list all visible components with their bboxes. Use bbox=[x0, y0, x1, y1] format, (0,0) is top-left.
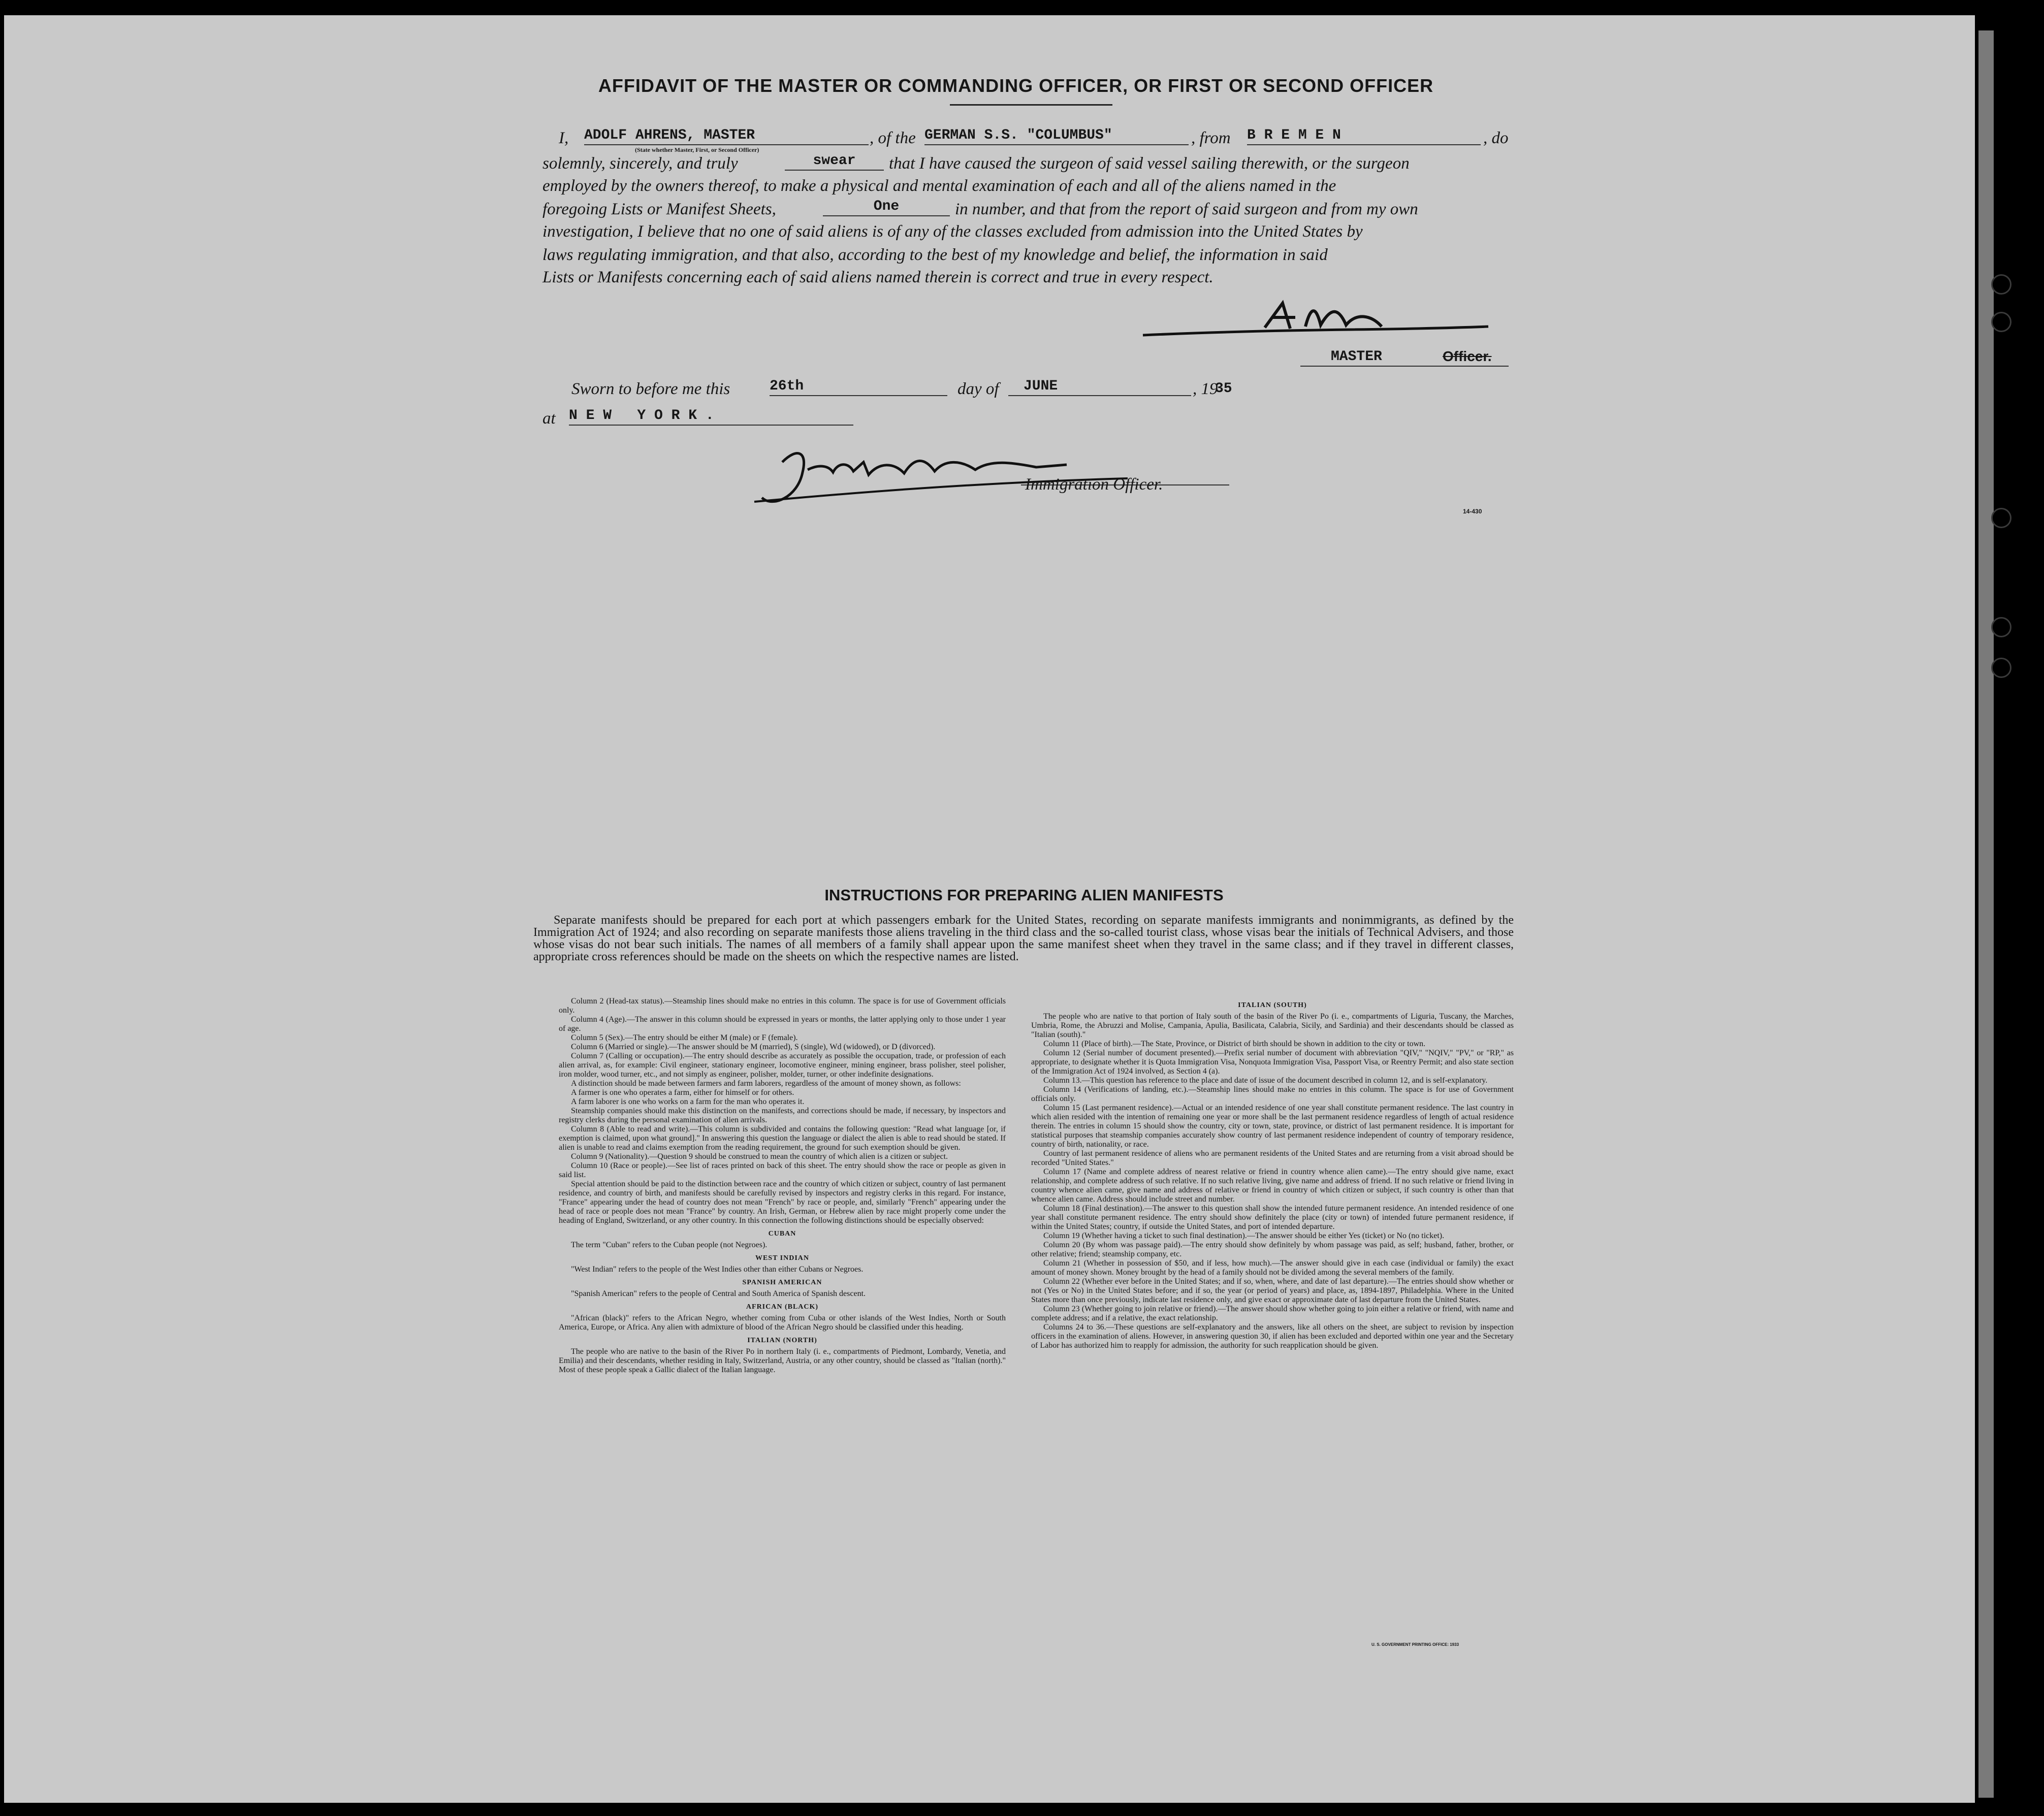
affidavit-line3: employed by the owners thereof, to make a physical and mental examination of each and all of the aliens named in the bbox=[542, 177, 1336, 195]
section-heading: CUBAN bbox=[768, 1230, 796, 1238]
affidavit-title: AFFIDAVIT OF THE MASTER OR COMMANDING OFFICER, OR FIRST OR SECOND OFFICER bbox=[598, 75, 1434, 96]
section-heading: WEST INDIAN bbox=[755, 1254, 810, 1262]
instruction-paragraph: The people who are native to that portion of Italy south of the basin of the River Po (i. e., compartments of Liguria, Tuscany, the Marches, Umbria, Rome, the Abruzzi and Molise, Campania, Apulia, Basilicata, Calabria, Sicily, and Sardinia) and their descendants should be classed as "Italian (south)." bbox=[1031, 1012, 1514, 1039]
section-heading: ITALIAN (NORTH) bbox=[747, 1337, 817, 1344]
instruction-paragraph: The people who are native to the basin of the River Po in northern Italy (i. e., compartments of Piedmont, Lombardy, Venetia, and Emilia) and their descendants, whether residing in Italy, Switzerland, Austria, or any other country, should be classed as "Italian (north)." Most of these people speak a Gallic dialect of the Italian language. bbox=[559, 1347, 1006, 1374]
officer-name-field: ADOLF AHRENS, MASTER bbox=[584, 127, 869, 145]
do-text: , do bbox=[1483, 129, 1509, 147]
instructions-intro: Separate manifests should be prepared for each port at which passengers embark for the United States, recording on separate manifests immigrants and nonimmigrants, as defined by the Immigration Act of 1924; and also recording on separate manifests those aliens traveling in the third class and the so-called tourist class, whose visas bear the initials of Technical Advisers, and those whose visas do not bear such initials. The names of all members of a family shall appear upon the same manifest sheet when they travel in the same class; and if they travel in different classes, appropriate cross references should be made on the sheets on which the respective names are listed. bbox=[533, 914, 1514, 963]
instruction-paragraph: "West Indian" refers to the people of the West Indies other than either Cubans or Negroes. bbox=[571, 1265, 864, 1274]
instruction-paragraph: Steamship companies should make this distinction on the manifests, and corrections should be made, if necessary, by inspectors and registry clerks during the personal examination of alien arrivals. bbox=[559, 1107, 1006, 1124]
instruction-paragraph: Column 4 (Age).—The answer in this column should be expressed in years or months, the latter applying only to those under 1 year of age. bbox=[559, 1015, 1006, 1033]
punch-hole bbox=[1991, 508, 2011, 528]
instruction-paragraph: Column 20 (By whom was passage paid).—The entry should show definitely by whom passage was paid, as self; husband, father, brother, or other relative; friend; steamship company, etc. bbox=[1031, 1241, 1514, 1258]
punch-hole bbox=[1991, 274, 2011, 295]
form-number: 14-430 bbox=[1463, 508, 1482, 515]
instruction-paragraph: Column 17 (Name and complete address of nearest relative or friend in country whence alien came).—The entry should give name, exact relationship, and complete address of such relative. If no such relative living, give name and address of friend. If no such relative or friend living in country whence alien came, give name and address of relative or friend in country of which citizen or subject, if such country is other than that whence alien came. Address should include street and number. bbox=[1031, 1168, 1514, 1204]
year-prefix: , 19 bbox=[1193, 380, 1218, 398]
instruction-paragraph: Columns 24 to 36.—These questions are self-explanatory and the answers, like all others on the sheet, are subject to revision by inspection officers in the examination of aliens. However, in answering question 30, if alien has been excluded and deported within one year and the Secretary of Labor has authorized him to reapply for admission, the authority for such reapplication should be given. bbox=[1031, 1323, 1514, 1350]
instruction-paragraph: Column 2 (Head-tax status).—Steamship lines should make no entries in this column. The space is for use of Government officials only. bbox=[559, 997, 1006, 1015]
printer-note: U. S. GOVERNMENT PRINTING OFFICE: 1933 bbox=[1371, 1642, 1459, 1647]
title-rule bbox=[950, 104, 1112, 106]
sworn-day-field: 26th bbox=[770, 378, 947, 396]
instructions-right-column bbox=[1031, 997, 1514, 1350]
affidavit-line4a: foregoing Lists or Manifest Sheets, bbox=[542, 200, 776, 218]
affidavit-line2a: solemnly, sincerely, and truly bbox=[542, 154, 738, 173]
instruction-paragraph: A distinction should be made between farmers and farm laborers, regardless of the amount of money shown, as follows: bbox=[571, 1079, 961, 1088]
punch-hole bbox=[1991, 617, 2011, 637]
instructions-title: INSTRUCTIONS FOR PREPARING ALIEN MANIFESTS bbox=[824, 886, 1224, 904]
binding-strip bbox=[1978, 30, 1994, 1798]
instruction-paragraph: A farm laborer is one who works on a farm for the man who operates it. bbox=[571, 1097, 805, 1106]
punch-hole bbox=[1991, 658, 2011, 678]
instructions-left-column bbox=[559, 997, 1006, 1375]
instruction-paragraph: Column 8 (Able to read and write).—This column is subdivided and contains the following question: "Read what language [or, if exemption is claimed, upon what ground]." In answering this question the language or dialect the alien is able to read should be stated. If alien is unable to read and claims exemption from the reading requirement, the ground for such exemption should be given. bbox=[559, 1125, 1006, 1152]
instruction-paragraph: Column 15 (Last permanent residence).—Actual or an intended residence of one year shall constitute permanent residence. The last country in which alien resided with the intention of remaining one year or more shall be the last permanent residence regardless of length of actual residence therein. The entries in column 15 should show the country, city or town, state, province, or district of last permanent residence. It is important for statistical purposes that steamship companies accurately show country of last permanent residence independent of country of temporary residence, country of birth, nationality, or race. bbox=[1031, 1104, 1514, 1149]
at-label: at bbox=[542, 409, 556, 428]
instruction-paragraph: Column 21 (Whether in possession of $50, and if less, how much).—The answer should give in each case (individual or family) the exact amount of money shown. Money brought by the head of a family should not be divided among the several members of the family. bbox=[1031, 1259, 1514, 1277]
affidavit-line7: Lists or Manifests concerning each of said aliens named therein is correct and true in every respect. bbox=[542, 268, 1213, 286]
instruction-paragraph: Column 7 (Calling or occupation).—The entry should describe as accurately as possible the occupation, trade, or profession of each alien arrival, as, for example: Civil engineer, stationary engineer, locomotive engineer, mining engineer, brass polisher, steel polisher, iron molder, wood turner, etc., and not simply as engineer, polisher, molder, turner, or other indefinite designations. bbox=[559, 1052, 1006, 1079]
affidavit-line5: investigation, I believe that no one of said aliens is of any of the classes excluded from admission into the United States by bbox=[542, 222, 1363, 241]
instruction-paragraph: Column 11 (Place of birth).—The State, Province, or District of birth should be shown in addition to the city or town. bbox=[1043, 1040, 1426, 1048]
instruction-paragraph: "African (black)" refers to the African Negro, whether coming from Cuba or other islands of the West Indies, North or South America, Europe, or Africa. Any alien with admixture of blood of the African Negro should be classified under this heading. bbox=[559, 1314, 1006, 1332]
sworn-label: Sworn to before me this bbox=[571, 380, 730, 398]
of-the-text: , of the bbox=[870, 129, 916, 147]
instruction-paragraph: Column 22 (Whether ever before in the United States; and if so, when, where, and date of last departure).—The entries should show whether or not (Yes or No) in the United States before; and if so, the year (or period of years) and place, as, 1894-1897, Philadelphia. Where in the United States more than once previously, indicate last residence only, and give exact or approximate date of last departure from the United States. bbox=[1031, 1277, 1514, 1304]
instruction-paragraph: Column 13.—This question has reference to the place and date of issue of the document described in column 12, and is self-explanatory. bbox=[1043, 1076, 1488, 1085]
vessel-field: GERMAN S.S. "COLUMBUS" bbox=[924, 127, 1189, 145]
instruction-paragraph: "Spanish American" refers to the people of Central and South America of Spanish descent. bbox=[571, 1289, 866, 1298]
affidavit-line6: laws regulating immigration, and that also, according to the best of my knowledge and belief, the information in said bbox=[542, 246, 1328, 264]
master-title-field: MASTER Officer. bbox=[1300, 348, 1509, 367]
section-heading: AFRICAN (BLACK) bbox=[746, 1303, 819, 1311]
instruction-paragraph: Column 14 (Verifications of landing, etc.).—Steamship lines should make no entries in this column. The space is for use of Government officials only. bbox=[1031, 1085, 1514, 1103]
section-heading: ITALIAN (SOUTH) bbox=[1238, 1001, 1307, 1009]
sworn-month-field: JUNE bbox=[1008, 378, 1191, 396]
instruction-paragraph: A farmer is one who operates a farm, either for himself or for others. bbox=[571, 1088, 794, 1097]
port-field: B R E M E N bbox=[1247, 127, 1481, 145]
oath-field: swear bbox=[785, 152, 884, 171]
affidavit-line2b: that I have caused the surgeon of said vessel sailing therewith, or the surgeon bbox=[889, 154, 1410, 173]
instruction-paragraph: Country of last permanent residence of aliens who are permanent residents of the United States and are returning from a visit abroad should be recorded "United States." bbox=[1031, 1149, 1514, 1167]
instruction-paragraph: Column 18 (Final destination).—The answer to this question shall show the intended future permanent residence. An intended residence of one year shall constitute permanent residence. The entry should show definitely the place (city or town) of intended future permanent residence, if within the United States; country, if outside the United States, and port of intended departure. bbox=[1031, 1204, 1514, 1231]
sworn-place-field: N E W Y O R K . bbox=[569, 407, 853, 426]
instruction-paragraph: Special attention should be paid to the distinction between race and the country of which citizen or subject, country of last permanent residence, and country of birth, and manifests should be carefully revised by inspectors and registry clerks in this regard. For instance, "France" appearing under the head of country does not mean "French" by race or people, and, similarly "French" appearing under the head of race or people does not mean "France" by country. An Irish, German, or Hebrew alien by race might properly come under the heading of England, Switzerland, or any other country. In this connection the following distinctions should be especially observed: bbox=[559, 1180, 1006, 1225]
affidavit-line4b: in number, and that from the report of said surgeon and from my own bbox=[955, 200, 1418, 218]
year-suffix: 35 bbox=[1215, 381, 1232, 397]
instruction-paragraph: Column 6 (Married or single).—The answer should be M (married), S (single), Wd (widowed), or D (divorced). bbox=[571, 1043, 936, 1051]
instruction-paragraph: Column 23 (Whether going to join relative or friend).—The answer should show whether going to join either a relative or friend, with name and complete address; and if a relative, the exact relationship. bbox=[1031, 1305, 1514, 1322]
sheets-count-field: One bbox=[823, 198, 950, 216]
instruction-paragraph: Column 12 (Serial number of document presented).—Prefix serial number of document with abbreviation "QIV," "NQIV," "PV," or "RP," as appropriate, to designate whether it is Quota Immigration Visa, Nonquota Immigration Visa, Passport Visa, or Reentry Permit; and also state section of the Immigration Act of 1924 involved, as Section 4 (a). bbox=[1031, 1049, 1514, 1076]
from-text: , from bbox=[1191, 129, 1231, 147]
master-signature bbox=[1138, 297, 1493, 343]
section-heading: SPANISH AMERICAN bbox=[742, 1279, 822, 1286]
instruction-paragraph: Column 10 (Race or people).—See list of races printed on back of this sheet. The entry should show the race or people as given in said list. bbox=[559, 1161, 1006, 1179]
immigration-officer-label: Immigration Officer. bbox=[1025, 475, 1163, 494]
officer-note: (State whether Master, First, or Second Officer) bbox=[635, 146, 759, 153]
day-of-text: day of bbox=[957, 380, 999, 398]
instruction-paragraph: The term "Cuban" refers to the Cuban people (not Negroes). bbox=[571, 1241, 768, 1249]
instruction-paragraph: Column 5 (Sex).—The entry should be either M (male) or F (female). bbox=[571, 1033, 798, 1042]
punch-hole bbox=[1991, 312, 2011, 332]
instruction-paragraph: Column 19 (Whether having a ticket to such final destination).—The answer should be either Yes (ticket) or No (no ticket). bbox=[1043, 1231, 1445, 1240]
instruction-paragraph: Column 9 (Nationality).—Question 9 should be construed to mean the country of which alien is a citizen or subject. bbox=[571, 1152, 948, 1161]
affidavit-line1-prefix: I, bbox=[559, 129, 569, 147]
